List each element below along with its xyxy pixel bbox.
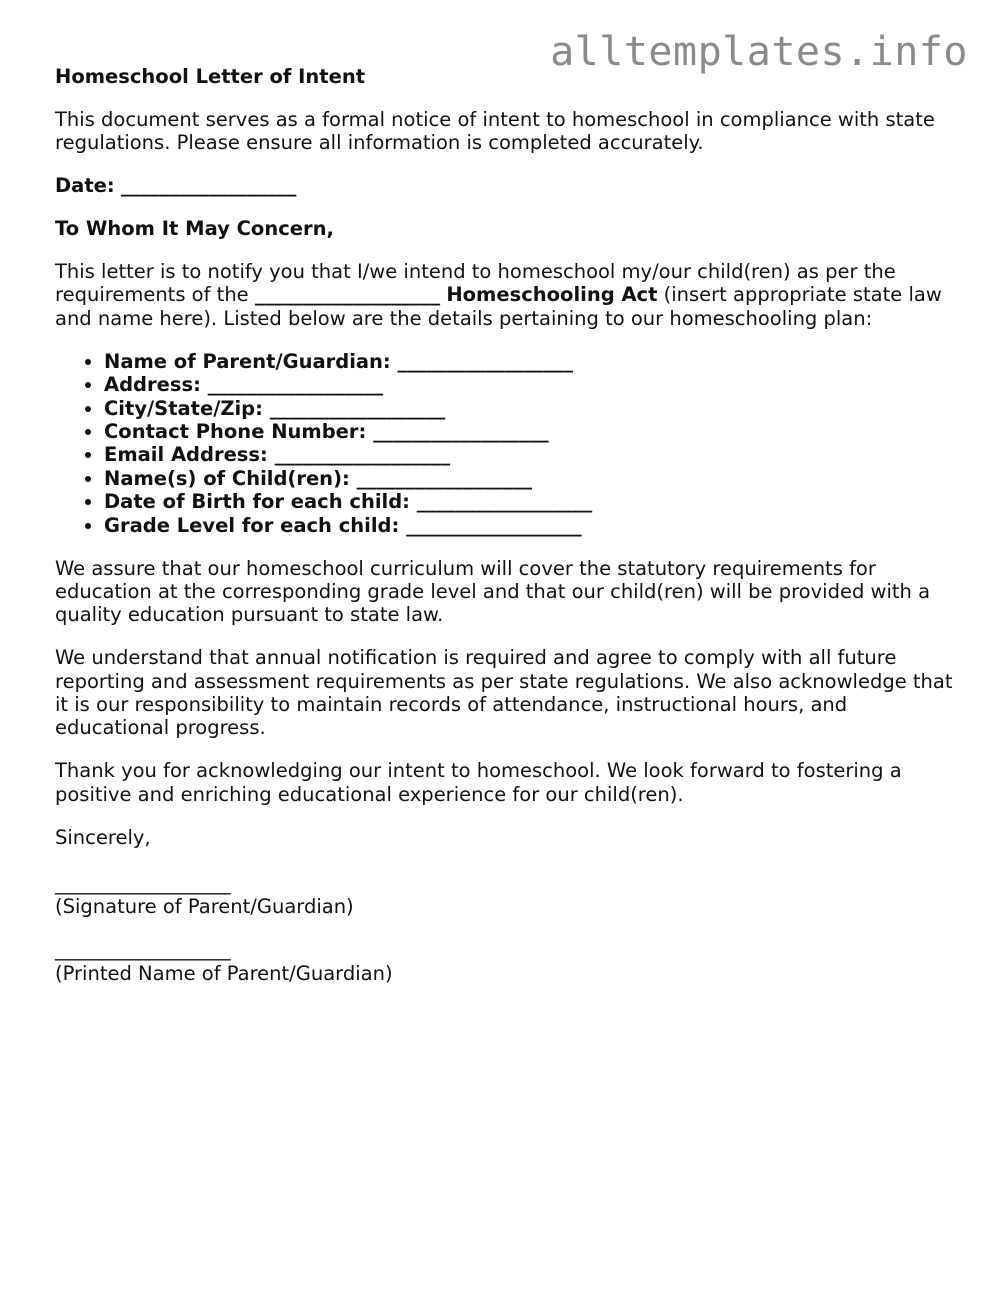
list-item: [104, 490, 955, 513]
thanks-paragraph: Thank you for acknowledging our intent to homeschool. We look forward to fostering a positive and enriching educational experience for our child(ren).: [55, 759, 902, 806]
detail-label: Contact Phone Number:: [104, 419, 367, 443]
list-item: [104, 373, 955, 396]
list-item: [104, 397, 955, 420]
list-item: [104, 420, 955, 443]
letter-document: [55, 65, 955, 985]
signature-caption: (Signature of Parent/Guardian): [55, 895, 354, 919]
details-list: [55, 350, 955, 537]
assurance-paragraph: We assure that our homeschool curriculum will cover the statutory requirements for education at the corresponding grade level and that our child(ren) will be provided with a quality education pursuant to state law.: [55, 556, 931, 627]
understanding-paragraph: We understand that annual notification is required and agree to comply with all future reporting and assessment requirements as per state regulations. We also acknowledge that it is our responsibility to maintain records of attendance, instructional hours, and educational progress.: [55, 646, 953, 740]
printed-name-blank[interactable]: __________________: [55, 938, 231, 962]
date-line: [55, 174, 955, 197]
salutation: To Whom It May Concern,: [55, 217, 334, 241]
detail-blank[interactable]: __________________: [274, 443, 451, 467]
homeschooling-act: Homeschooling Act: [446, 283, 658, 307]
watermark: alltemplates.info: [550, 29, 968, 75]
closing: Sincerely,: [55, 825, 151, 849]
notice-paragraph: [55, 260, 955, 330]
detail-blank[interactable]: __________________: [207, 373, 384, 397]
detail-blank[interactable]: __________________: [269, 396, 446, 420]
notice-text-2: (insert appropriate state law and name here). Listed below are the details pertaining to our homeschooling plan:: [55, 283, 942, 330]
list-item: [104, 350, 955, 373]
signature-block: [55, 872, 955, 985]
detail-blank[interactable]: __________________: [356, 466, 533, 490]
detail-label: City/State/Zip:: [104, 396, 263, 420]
detail-label: Name(s) of Child(ren):: [104, 466, 350, 490]
detail-blank[interactable]: __________________: [397, 349, 574, 373]
detail-blank[interactable]: __________________: [373, 419, 549, 443]
detail-label: Grade Level for each child:: [104, 513, 400, 537]
detail-label: Address:: [104, 373, 201, 397]
detail-label: Email Address:: [104, 443, 268, 467]
list-item: [104, 443, 955, 466]
list-item: [104, 467, 955, 490]
state-law-blank[interactable]: ___________________: [254, 283, 441, 307]
detail-blank[interactable]: __________________: [416, 490, 593, 514]
document-title: Homeschool Letter of Intent: [55, 65, 366, 88]
date-blank[interactable]: __________________: [120, 174, 297, 198]
printed-name-caption: (Printed Name of Parent/Guardian): [55, 961, 393, 985]
signature-blank[interactable]: __________________: [55, 872, 231, 896]
notice-text-1: This letter is to notify you that I/we intend to homeschool my/our child(ren) as per the requirements of the: [55, 260, 896, 307]
date-label: Date:: [55, 174, 115, 198]
detail-blank[interactable]: __________________: [406, 513, 582, 537]
detail-label: Date of Birth for each child:: [104, 490, 410, 514]
list-item: [104, 514, 955, 537]
detail-label: Name of Parent/Guardian:: [104, 349, 391, 373]
intro-paragraph: This document serves as a formal notice of intent to homeschool in compliance with state regulations. Please ensure all information is completed accurately.: [55, 107, 935, 155]
